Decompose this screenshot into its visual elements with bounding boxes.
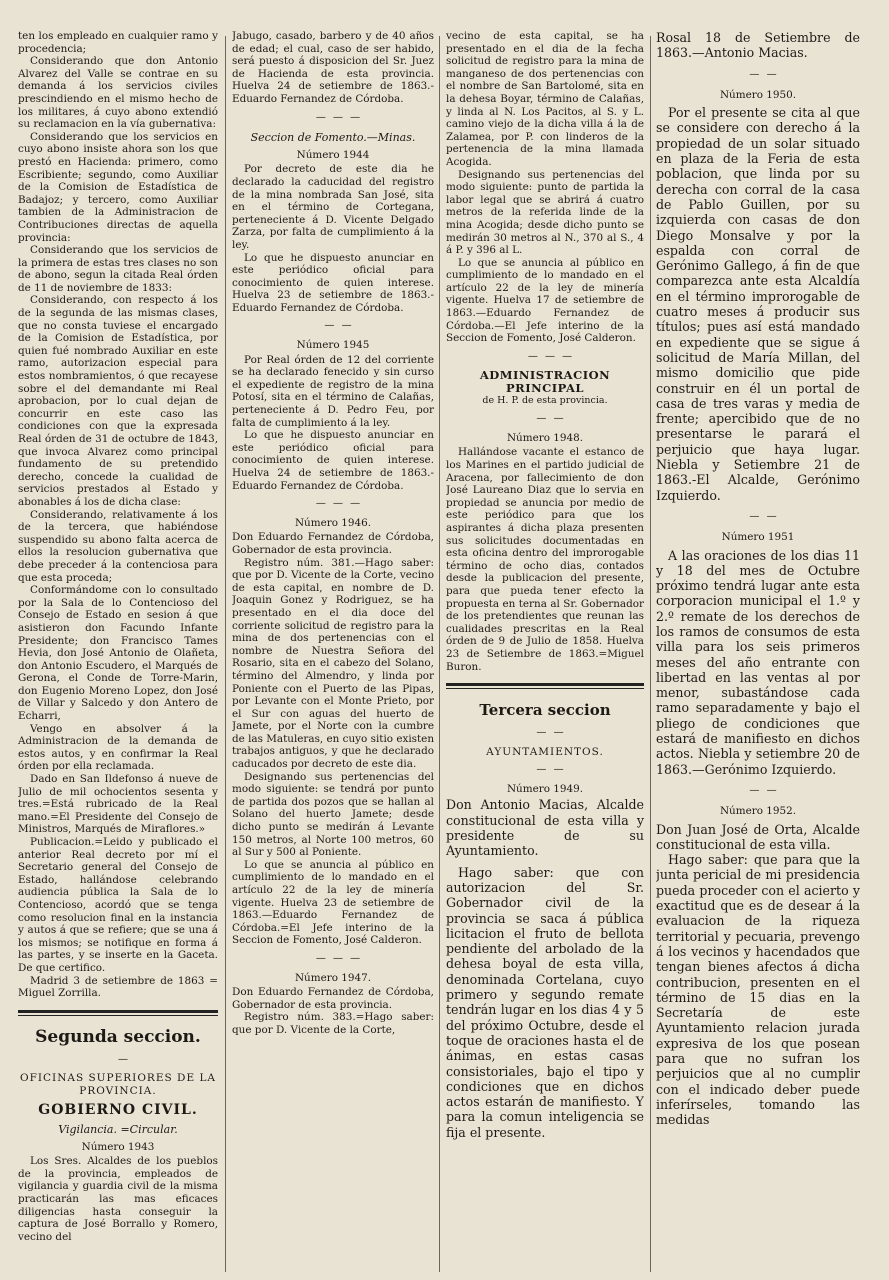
paragraph: Hallándose vacante el estanco de los Marines en el partido judicial de Aracena, por fallecimiento de don José Laureano Diaz que lo servia en propiedad se anuncia por medio de este periódico para que los aspirantes á dicha plaza presenten sus solicitudes documentadas en esta oficina dentro del improrogable término de ocho dias, contados desde la publicacion del presente, para que pueda tener efecto la propuesta en terna al Sr. Gobernador de los pretendientes que reunan las cualidades prescritas en la Real órden de 9 de Julio de 1858. Huelva 23 de Setiembre de 1863.=Miguel Buron. — [446, 446, 644, 673]
notice-number: Número 1946. — [294, 516, 372, 529]
paragraph: Jabugo, casado, barbero y de 40 años de edad; el cual, caso de ser habido, será puesto á disposicion del Sr. Juez de Hacienda de esta provincia. Huelva 24 de setiembre de 1863.-Eduardo Fernandez de Córdoba. — [232, 30, 434, 105]
ayuntamientos-heading: AYUNTAMIENTOS. — [486, 745, 604, 758]
paragraph: Por el presente se cita al que se considere con derecho á la propiedad de un solar situado en plaza de la Feria de esta poblacion, que linda por su derecha con corral de la casa de Pablo Guillen, por su izquierda con casas de don Diego Monsalve y por la espalda con corral de Gerónimo Gallego, á fin de que comparezca ante esta Alcaldía en el término improrogable de cuatro meses á producir sus títulos; pues así está mandado en expediente que se sigue á solicitud de María Millan, del mismo domicilio que pide construir en él un portal de casa de tres varas y media de frente; apercibido que de no presentarse le parará el perjuicio que haya lugar. Niebla y Setiembre 21 de 1863.-El Alcalde, Gerónimo Izquierdo. — [656, 105, 860, 503]
divider: — — — [749, 510, 779, 522]
offices-title: OFICINAS SUPERIORES DE LA PROVINCIA. — [19, 1072, 217, 1097]
divider: — — — [536, 764, 566, 776]
paragraph: Considerando que los servicios de la primera de estas tres clases no son de abono, segun la citada Real órden de 11 de noviembre de 1833: — [18, 244, 218, 294]
notice-number: Número 1949. — [506, 782, 584, 795]
notice-number: Número 1944 — [296, 148, 370, 161]
admin-title: ADMINISTRACION PRINCIPAL — [479, 368, 611, 396]
paragraph: Hago saber: que para que la junta pericial de mi presidencia pueda proceder con el acierto y exactitud que es de desear á la evaluacion de la riqueza territorial y pecuaria, prevengo á los vecinos y hacendados que tengan bienes afectos á dicha contribucion, presenten en el término de 15 dias en la Secretaría de este Ayuntamiento relacion jurada expresiva de los que posean para que no sufran los perjuicios que al no cumplir con el indicado deber puede inferírseles, tomando las medidas — [656, 852, 860, 1128]
notice-number: Número 1948. — [506, 431, 584, 444]
fomento-heading: Seccion de Fomento.—Minas. — [250, 131, 416, 145]
paragraph: Por decreto de este dia he declarado la caducidad del registro de la mina nombrada San José, sita en el término de Cortegana, perteneciente á D. Vicente Delgado Zarza, por falta de cumplimiento á la ley. — [232, 163, 434, 251]
paragraph: Designando sus pertenencias del modo siguiente: se tendrá por punto de partida dos pozos que se hallan al Solano del huerto Jamete; desde dicho punto se medirán á Levante 150 metros, al Norte 100 metros, 60 al Sur y 500 al Poniente. — [232, 770, 434, 859]
notice-number: Número 1950. — [719, 88, 797, 101]
divider: — — — — [315, 111, 363, 123]
paragraph: Lo que he dispuesto anunciar en este periódico oficial para conocimiento de quien interese. Huelva 24 de setiembre de 1863.-Eduardo Fernandez de Córdoba. — [232, 429, 434, 492]
column-4 — [656, 30, 860, 1274]
divider: — — — [749, 784, 779, 796]
divider: — — — [324, 320, 354, 332]
paragraph: Por Real órden de 12 del corriente se ha declarado fenecido y sin curso el expediente de registro de la mina Potosí, sita en el término de Calañas, perteneciente á D. Pedro Feu, por falta de cumplimiento á la ley. — [232, 353, 434, 429]
paragraph: Lo que se anuncia al público en cumplimiento de lo mandado en el artículo 22 de la ley de minería vigente. Huelva 23 de setiembre de 1863.—Eduardo Fernandez de Córdoba.=El Jefe interino de la Seccion de Fomento, José Calderon. — [232, 858, 434, 947]
paragraph: Don Juan José de Orta, Alcalde constitucional de esta villa. — [656, 821, 860, 852]
notice-number: Número 1952. — [719, 805, 797, 818]
admin-subtitle: de H. P. de esta provincia. — [482, 394, 608, 406]
notice-number: Número 1951 — [721, 531, 795, 544]
paragraph: vecino de esta capital, se ha presentado en el dia de la fecha solicitud de registro para la mina de manganeso de dos pertenencias con el nombre de San Bartolomé, sita en la dehesa Boyar, término de Calañas, y linda al N. Los Pacitos, al S. y L. camino viejo de la dicha villa á la de Zalamea, por P. con linderos de la pertenencia de la mina llamada Acogida. — [446, 30, 644, 168]
vigilancia-heading: Vigilancia. =Circular. — [58, 1123, 178, 1137]
paragraph: Considerando que los servicios en cuyo abono insiste ahora son los que prestó en Hacienda: primero, como Escribiente; segundo, como Auxiliar de la Comision de Estadística de Badajoz; y tercero, como Auxiliar tambien de la Administracion de Contribuciones directas de aquella provincia: — [18, 130, 218, 244]
column-2 — [232, 30, 434, 1274]
paragraph: Lo que he dispuesto anunciar en este periódico oficial para conocimiento de quien interese. Huelva 23 de setiembre de 1863.-Eduardo Fernandez de Córdoba. — [232, 251, 434, 314]
paragraph: Don Antonio Macias, Alcalde constitucional de esta villa y presidente de su Ayuntamiento. — [446, 797, 644, 859]
paragraph: ten los empleado en cualquier ramo y procedencia; — [18, 30, 218, 55]
divider: — — — [536, 727, 566, 739]
divider: — — — [749, 68, 779, 80]
paragraph: Considerando que don Antonio Alvarez del Valle se contrae en su demanda á los servicios civiles prescindiendo en el mismo hecho de los militares, á cuyo abono extendió su reclamacion en la vía gubernativa: — [18, 55, 218, 131]
gobierno-civil-title: GOBIERNO CIVIL. — [38, 1101, 198, 1118]
section-divider — [18, 1010, 218, 1016]
section-title: Tercera seccion — [479, 701, 611, 720]
signature: Madrid 3 de setiembre de 1863 = Miguel Zorrilla. — [18, 974, 218, 1000]
notice-number: Número 1945 — [296, 339, 370, 352]
column-rule-2 — [439, 36, 440, 1272]
divider: — — — — [527, 350, 575, 362]
column-rule-3 — [650, 36, 651, 1272]
divider: — — — — [315, 952, 363, 964]
divider: — — — [536, 413, 566, 425]
paragraph: Registro núm. 383.=Hago saber: que por D. Vicente de la Corte, — [232, 1011, 434, 1036]
divider: — — [118, 1053, 130, 1065]
paragraph: Registro núm. 381.—Hago saber: que por D. Vicente de la Corte, vecino de esta capital, en nombre de D. Joaquin Gonez y Rodriguez, se ha presentado en el dia doce del corriente solicitud de registro para la mina de dos pertenencias con el nombre de Nuestra Señora del Rosario, sita en el cabezo del Solano, término del Almendro, y linda por Poniente con el Puerto de las Pipas, por Levante con el Monte Prieto, por el Sur con aguas del huerto de Jamete, por el Norte con la cumbre de las Matuleras, en cuyo sitio existen trabajos antiguos, y que he declarado caducados por decreto de este dia. — [232, 556, 434, 771]
section-title: Segunda seccion. — [35, 1026, 201, 1047]
paragraph: Considerando, con respecto á los de la segunda de las mismas clases, que no consta tuviese el encargado de la Comision de Estadística, por quien fué nombrado Auxiliar en este ramo, autorizacion especial para estos nombramientos, ó que recayese sobre el del demandante mi Real aprobacion, por lo cual dejan de concurrir en este caso las condiciones con que la expresada Real órden de 31 de octubre de 1843, que invoca Alvarez como principal fundamento de su pretendido derecho, concede la cualidad de servicios prestados al Estado y abonables á los de dicha clase: — [18, 294, 218, 508]
paragraph: Hago saber: que con autorizacion del Sr. Gobernador civil de la provincia se saca á pública licitacion el fruto de bellota pendiente del arbolado de la dehesa boyal de esta villa, denominada Cortelana, cuyo primero y segundo remate tendrán lugar en los dias 4 y 5 del próximo Octubre, desde el toque de oraciones hasta el de ánimas, en estas casas consistoriales, bajo el tipo y condiciones que en dichos actos estarán de manifiesto. Y para la comun inteligencia se fija el presente. — [446, 864, 644, 1140]
notice-number: Número 1947. — [294, 971, 372, 984]
paragraph: Publicacion.=Leido y publicado el anterior Real decreto por mí el Secretario general del Consejo de Estado, hallándose celebrando audiencia pública la Sala de lo Contencioso, acordó que se tenga como resolucion final en la instancia y autos á que se refiere; que se una á los mismos; se notifique en forma á las partes, y se inserte en la Gaceta. De que certifico. — [18, 836, 218, 974]
divider: — — — — [315, 498, 363, 510]
signature: Rosal 18 de Setiembre de 1863.—Antonio Macias. — [656, 30, 860, 61]
column-1 — [18, 30, 218, 1274]
column-rule-1 — [225, 36, 226, 1272]
paragraph: Don Eduardo Fernandez de Córdoba, Gobernador de esta provincia. — [232, 531, 434, 556]
paragraph: A las oraciones de los dias 11 y 18 del mes de Octubre próximo tendrá lugar ante esta corporacion municipal el 1.º y 2.º remate de los derechos de los ramos de consumos de esta villa para los seis primeros meses del año entrante con libertad en las ventas al por menor, subastándose cada ramo separadamente y bajo el pliego de condiciones que estará de manifiesto en dichos actos. Niebla y setiembre 20 de 1863.—Gerónimo Izquierdo. — [656, 547, 860, 777]
paragraph: Designando sus pertenencias del modo siguiente: punto de partida la labor legal que se abrirá á cuatro metros de la referida linde de la mina Acogida; desde dicho punto se medirán 30 metros al N., 370 al S., 4 á P. y 396 al L. — [446, 168, 644, 257]
column-3 — [446, 30, 644, 1274]
paragraph: Don Eduardo Fernandez de Córdoba, Gobernador de esta provincia. — [232, 986, 434, 1011]
paragraph: Conformándome con lo consultado por la Sala de lo Contencioso del Consejo de Estado en sesion á que asistieron don Facundo Infante Presidente; don Francisco Tames Hevia, don José Antonio de Olañeta, don Antonio Escudero, el Marqués de Gerona, el Conde de Torre-Marin, don Eugenio Moreno Lopez, don José de Villar y Salcedo y don Antero de Echarri, — [18, 584, 218, 723]
paragraph: Considerando, relativamente á los de la tercera, que habiéndose suspendido su abono falta acerca de ellos la resolucion gubernativa que debe preceder á la contenciosa para que esta proceda; — [18, 508, 218, 584]
paragraph: Los Sres. Alcaldes de los pueblos de la provincia, empleados de vigilancia y guardia civil de la misma practicarán las mas eficaces diligencias hasta conseguir la captura de José Borrallo y Romero, vecino del — [18, 1155, 218, 1243]
paragraph: Vengo en absolver á la Administracion de la demanda de estos autos, y en confirmar la Real órden por ella reclamada. — [18, 722, 218, 773]
paragraph: Lo que se anuncia al público en cumplimiento de lo mandado en el artículo 22 de la ley de minería vigente. Huelva 17 de setiembre de 1863.—Eduardo Fernandez de Córdoba.—El Jefe interino de la Seccion de Fomento, José Calderon. — [446, 256, 644, 345]
notice-number: Número 1943 — [81, 1140, 155, 1153]
section-divider — [446, 683, 644, 689]
paragraph: Dado en San Ildefonso á nueve de Julio de mil ochocientos sesenta y tres.=Está rubricado de la Real mano.=El Presidente del Consejo de Ministros, Marqués de Miraflores.» — [18, 773, 218, 836]
